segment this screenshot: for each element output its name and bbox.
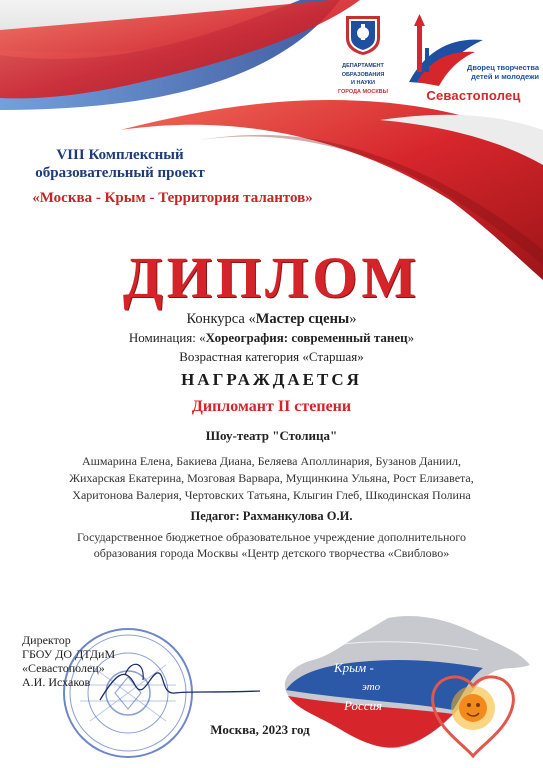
awarded-heading: НАГРАЖДАЕТСЯ (181, 370, 362, 389)
contest-line (0, 311, 543, 328)
contest-prefix: Конкурса « (186, 311, 256, 327)
department-caption-4: ГОРОДА МОСКВЫ (337, 88, 389, 95)
participants-list (0, 453, 543, 504)
signature-line-1: Директор (22, 633, 71, 647)
palace-caption-1: Дворец творчества (467, 63, 539, 72)
contest-suffix: » (349, 311, 357, 327)
nomination-line (0, 330, 543, 346)
palace-caption-2: детей и молодежи (471, 72, 539, 81)
crimea-map-illustration (268, 610, 536, 760)
signature-line-3: «Севастополец» (22, 661, 105, 675)
department-logo (323, 12, 403, 102)
nomination-value: Хореография: современный танец (205, 330, 408, 345)
map-text-line-1: Крым - (334, 660, 374, 675)
teacher-line: Педагог: Рахманкулова О.И. (190, 509, 353, 523)
map-text-line-3: Россия (344, 698, 383, 713)
handwritten-signature (95, 655, 265, 715)
palace-logo (405, 12, 539, 107)
team-name: Шоу-театр "Столица" (205, 428, 338, 443)
diploma-title: ДИПЛОМ (122, 245, 421, 310)
map-text-line-2: это (362, 681, 381, 693)
project-title (20, 146, 220, 182)
participants-line: Жихарская Екатерина, Мозговая Варвара, Мущинкина Ульяна, Рост Елизавета, (69, 471, 474, 485)
department-caption-1: ДЕПАРТАМЕНТ (342, 63, 384, 69)
participants-line: Ашмарина Елена, Бакиева Диана, Беляева Аполлинария, Бузанов Даниил, (81, 454, 462, 468)
nomination-prefix: Номинация: « (128, 330, 206, 345)
moscow-emblem-icon (342, 12, 384, 56)
signature-line-2: ГБОУ ДО ДТДиМ (22, 647, 116, 661)
organization-line: образования города Москвы «Центр детского творчества «Свиблово» (93, 546, 450, 560)
palace-name: Севастополец (426, 88, 521, 103)
project-line-2: образовательный проект (35, 165, 205, 181)
nomination-suffix: » (407, 330, 415, 345)
signature-line-4: А.И. Исхаков (22, 675, 91, 689)
participants-line: Харитонова Валерия, Чертовских Татьяна, Клыгин Глеб, Шкодинская Полина (72, 488, 471, 502)
age-category: Возрастная категория «Старшая» (179, 349, 364, 364)
department-caption-3: И НАУКИ (351, 80, 375, 86)
degree-title: Дипломант II степени (191, 398, 352, 415)
project-line-1: VIII Комплексный (56, 147, 184, 163)
organization-line: Государственное бюджетное образовательное учреждение дополнительного (76, 530, 467, 544)
department-caption-2: ОБРАЗОВАНИЯ (341, 71, 385, 78)
project-name: «Москва - Крым - Территория талантов» (32, 190, 313, 206)
contest-name: Мастер сцены (255, 311, 350, 327)
organization-block (0, 529, 543, 561)
city-and-year: Москва, 2023 год (210, 722, 310, 737)
